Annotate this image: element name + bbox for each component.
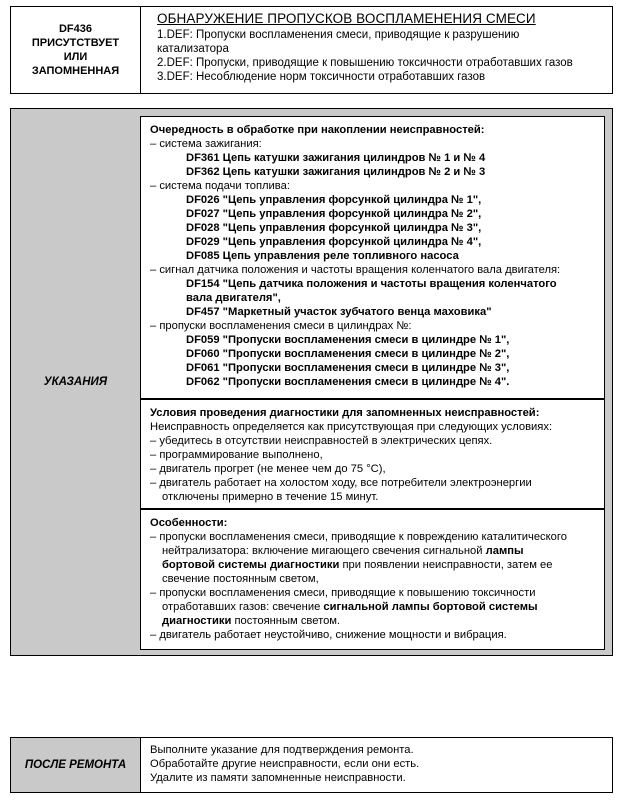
fault-df457: DF457 "Маркетный участок зубчатого венца маховика" (186, 306, 492, 318)
condition-1: – убедитесь в отсутствии неисправностей в электрических цепях. (150, 435, 493, 447)
ignition-system: – система зажигания: (150, 138, 262, 150)
fault-df362: DF362 Цепь катушки зажигания цилиндров № 2 и № 3 (186, 166, 486, 178)
after-repair-line-3: Удалите из памяти запомненные неисправности. (150, 772, 406, 784)
fault-df154: DF154 "Цепь датчика положения и частоты вращения коленчатого (186, 278, 557, 290)
feature-1-bold-2: лампы (485, 545, 524, 557)
priority-cell (140, 116, 605, 399)
def1-line: 1.DEF: Пропуски воспламенения смеси, приводящие к разрушению (157, 29, 520, 41)
fault-df060: DF060 "Пропуски воспламенения смеси в цилиндре № 2", (186, 348, 510, 360)
fuel-system: – система подачи топлива: (150, 180, 290, 192)
condition-3: – двигатель прогрет (не менее чем до 75 °C), (150, 463, 386, 475)
feature-1-line-2 (150, 544, 604, 558)
condition-4-cont: отключены примерно в течение 15 минут. (162, 491, 379, 503)
condition-2: – программирование выполнено, (150, 449, 323, 461)
conditions-heading: Условия проведения диагностики для запомненных неисправностей: (150, 407, 540, 419)
misfire-cylinders: – пропуски воспламенения смеси в цилиндрах №: (150, 320, 412, 332)
after-repair-label: ПОСЛЕ РЕМОНТА (24, 759, 127, 771)
fault-status-line-1: ПРИСУТСТВУЕТ (31, 37, 120, 49)
fault-df085: DF085 Цепь управления реле топливного насоса (186, 250, 459, 262)
fault-df059: DF059 "Пропуски воспламенения смеси в цилиндре № 1", (186, 334, 510, 346)
feature-2-line-1: – пропуски воспламенения смеси, приводящие к повышению токсичности (150, 587, 536, 599)
fault-df028: DF028 "Цепь управления форсункой цилиндра № 3", (186, 222, 482, 234)
def2-line: 2.DEF: Пропуски, приводящие к повышению токсичности отработавших газов (157, 57, 573, 69)
fault-df061: DF061 "Пропуски воспламенения смеси в цилиндре № 3", (186, 362, 510, 374)
feature-2-line-3 (150, 614, 604, 628)
fault-df361: DF361 Цепь катушки зажигания цилиндров № 1 и № 4 (186, 152, 486, 164)
features-heading: Особенности: (150, 517, 228, 529)
feature-1-bold-3: бортовой системы диагностики (162, 559, 340, 571)
feature-2-bold-2: сигнальной лампы бортовой системы (323, 601, 538, 613)
fault-status-line-3: ЗАПОМНЕННАЯ (31, 65, 120, 77)
page-title: ОБНАРУЖЕНИЕ ПРОПУСКОВ ВОСПЛАМЕНЕНИЯ СМЕСИ (157, 11, 536, 26)
def3-line: 3.DEF: Несоблюдение норм токсичности отработавших газов (157, 71, 486, 83)
fault-code: DF436 (58, 23, 93, 35)
def1-continuation: катализатора (157, 43, 229, 55)
condition-4: – двигатель работает на холостом ходу, все потребители электроэнергии (150, 477, 532, 489)
fault-df029: DF029 "Цепь управления форсункой цилиндра № 4", (186, 236, 482, 248)
fault-code-box (10, 6, 141, 94)
feature-1-line-1: – пропуски воспламенения смеси, приводящие к повреждению каталитического (150, 531, 567, 543)
after-repair-line-1: Выполните указание для подтверждения ремонта. (150, 744, 414, 756)
fault-description-box (140, 6, 613, 94)
priority-heading: Очередность в обработке при накоплении неисправностей: (150, 124, 485, 136)
feature-1-text-3: при появлении неисправности, затем ее (342, 559, 553, 571)
feature-1-line-4: свечение постоянным светом, (162, 573, 319, 585)
feature-1-line-3 (150, 558, 604, 572)
conditions-cell (140, 399, 605, 509)
after-repair-line-2: Обработайте другие неисправности, если они есть. (150, 758, 420, 770)
fault-df154-cont: вала двигателя", (186, 292, 281, 304)
feature-2-line-2 (150, 600, 604, 614)
feature-2-text-2: отработавших газов: свечение (162, 601, 321, 613)
feature-3: – двигатель работает неустойчиво, снижение мощности и вибрация. (150, 629, 507, 641)
instructions-label: УКАЗАНИЯ (43, 376, 108, 388)
fault-status-line-2: ИЛИ (63, 51, 88, 63)
feature-2-bold-3: диагностики (162, 615, 232, 627)
crank-sensor: – сигнал датчика положения и частоты вращения коленчатого вала двигателя: (150, 264, 561, 276)
feature-2-text-3: постоянным светом. (234, 615, 341, 627)
conditions-intro: Неисправность определяется как присутствующая при следующих условиях: (150, 421, 553, 433)
after-repair-box (140, 737, 613, 793)
features-cell (140, 509, 605, 650)
feature-1-text-2: нейтрализатора: включение мигающего свечения сигнальной (162, 545, 483, 557)
fault-df062: DF062 "Пропуски воспламенения смеси в цилиндре № 4". (186, 376, 510, 388)
fault-df026: DF026 "Цепь управления форсункой цилиндра № 1", (186, 194, 482, 206)
fault-df027: DF027 "Цепь управления форсункой цилиндра № 2", (186, 208, 482, 220)
